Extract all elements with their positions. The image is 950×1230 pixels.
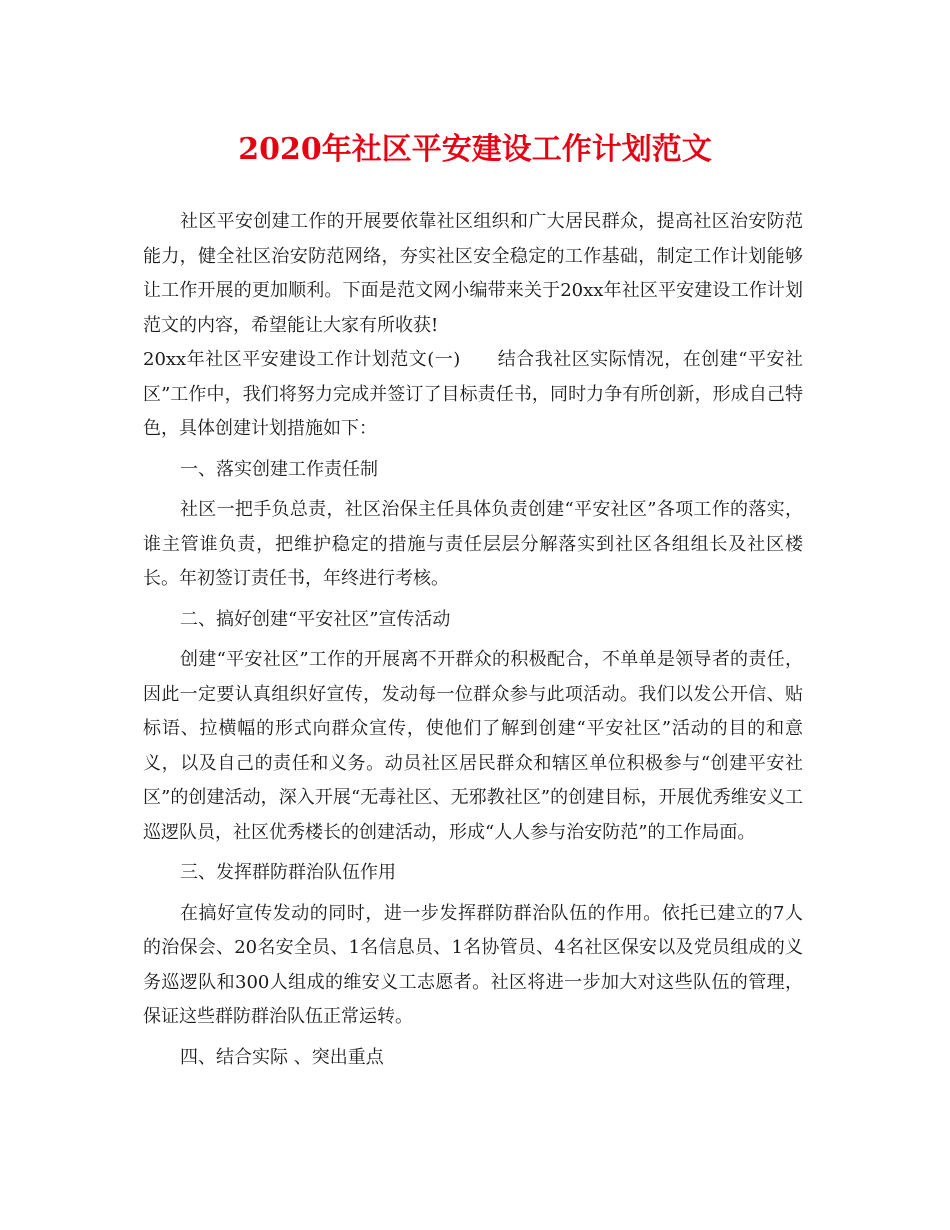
- body-paragraph-2: 创建“平安社区”工作的开展离不开群众的积极配合，不单单是领导者的责任，因此一定要认真组织好宣传，发动每一位群众参与此项活动。我们以发公开信、贴标语、拉横幅的形式向群众宣传，使他们了解到创建“平安社区”活动的目的和意义，以及自己的责任和义务。动员社区居民群众和辖区单位积极参与“创建平安社区”的创建活动，深入开展“无毒社区、无邪教社区”的创建目标，开展优秀维安义工巡逻队员，社区优秀楼长的创建活动，形成“人人参与治安防范”的工作局面。: [143, 649, 803, 843]
- body-paragraph-3: 在搞好宣传发动的同时，进一步发挥群防群治队伍的作用。依托已建立的7人的治保会、20名安全员、1名信息员、1名协管员、4名社区保安以及党员组成的义务巡逻队和300人组成的维安义工志愿者。社区将进一步加大对这些队伍的管理，保证这些群防群治队伍正常运转。: [143, 902, 803, 1027]
- section-heading-2: 二、搞好创建“平安社区”宣传活动: [180, 608, 451, 630]
- section-heading-4: 四、结合实际 、突出重点: [180, 1046, 384, 1068]
- document-body: [143, 205, 803, 1075]
- section-heading-3: 三、发挥群防群治队伍作用: [180, 862, 396, 883]
- body-paragraph-1: 社区一把手负总责，社区治保主任具体负责创建“平安社区”各项工作的落实，谁主管谁负责，把维护稳定的措施与责任层层分解落实到社区各组组长及社区楼长。年初签订责任书，年终进行考核。: [143, 499, 803, 589]
- intro-paragraph: 社区平安创建工作的开展要依靠社区组织和广大居民群众，提高社区治安防范能力，健全社区治安防范网络，夯实社区安全稳定的工作基础，制定工作计划能够让工作开展的更加顺利。下面是范文网小编带来关于20xx年社区平安建设工作计划范文的内容，希望能让大家有所收获!: [143, 211, 803, 336]
- section-heading-1: 一、落实创建工作责任制: [180, 458, 378, 480]
- section-intro-paragraph: 20xx年社区平安建设工作计划范文(一) 结合我社区实际情况，在创建“平安社区”工作中，我们将努力完成并签订了目标责任书，同时力争有所创新，形成自己特色，具体创建计划措施如下：: [143, 349, 803, 439]
- document-title: 2020年社区平安建设工作计划范文: [238, 132, 712, 167]
